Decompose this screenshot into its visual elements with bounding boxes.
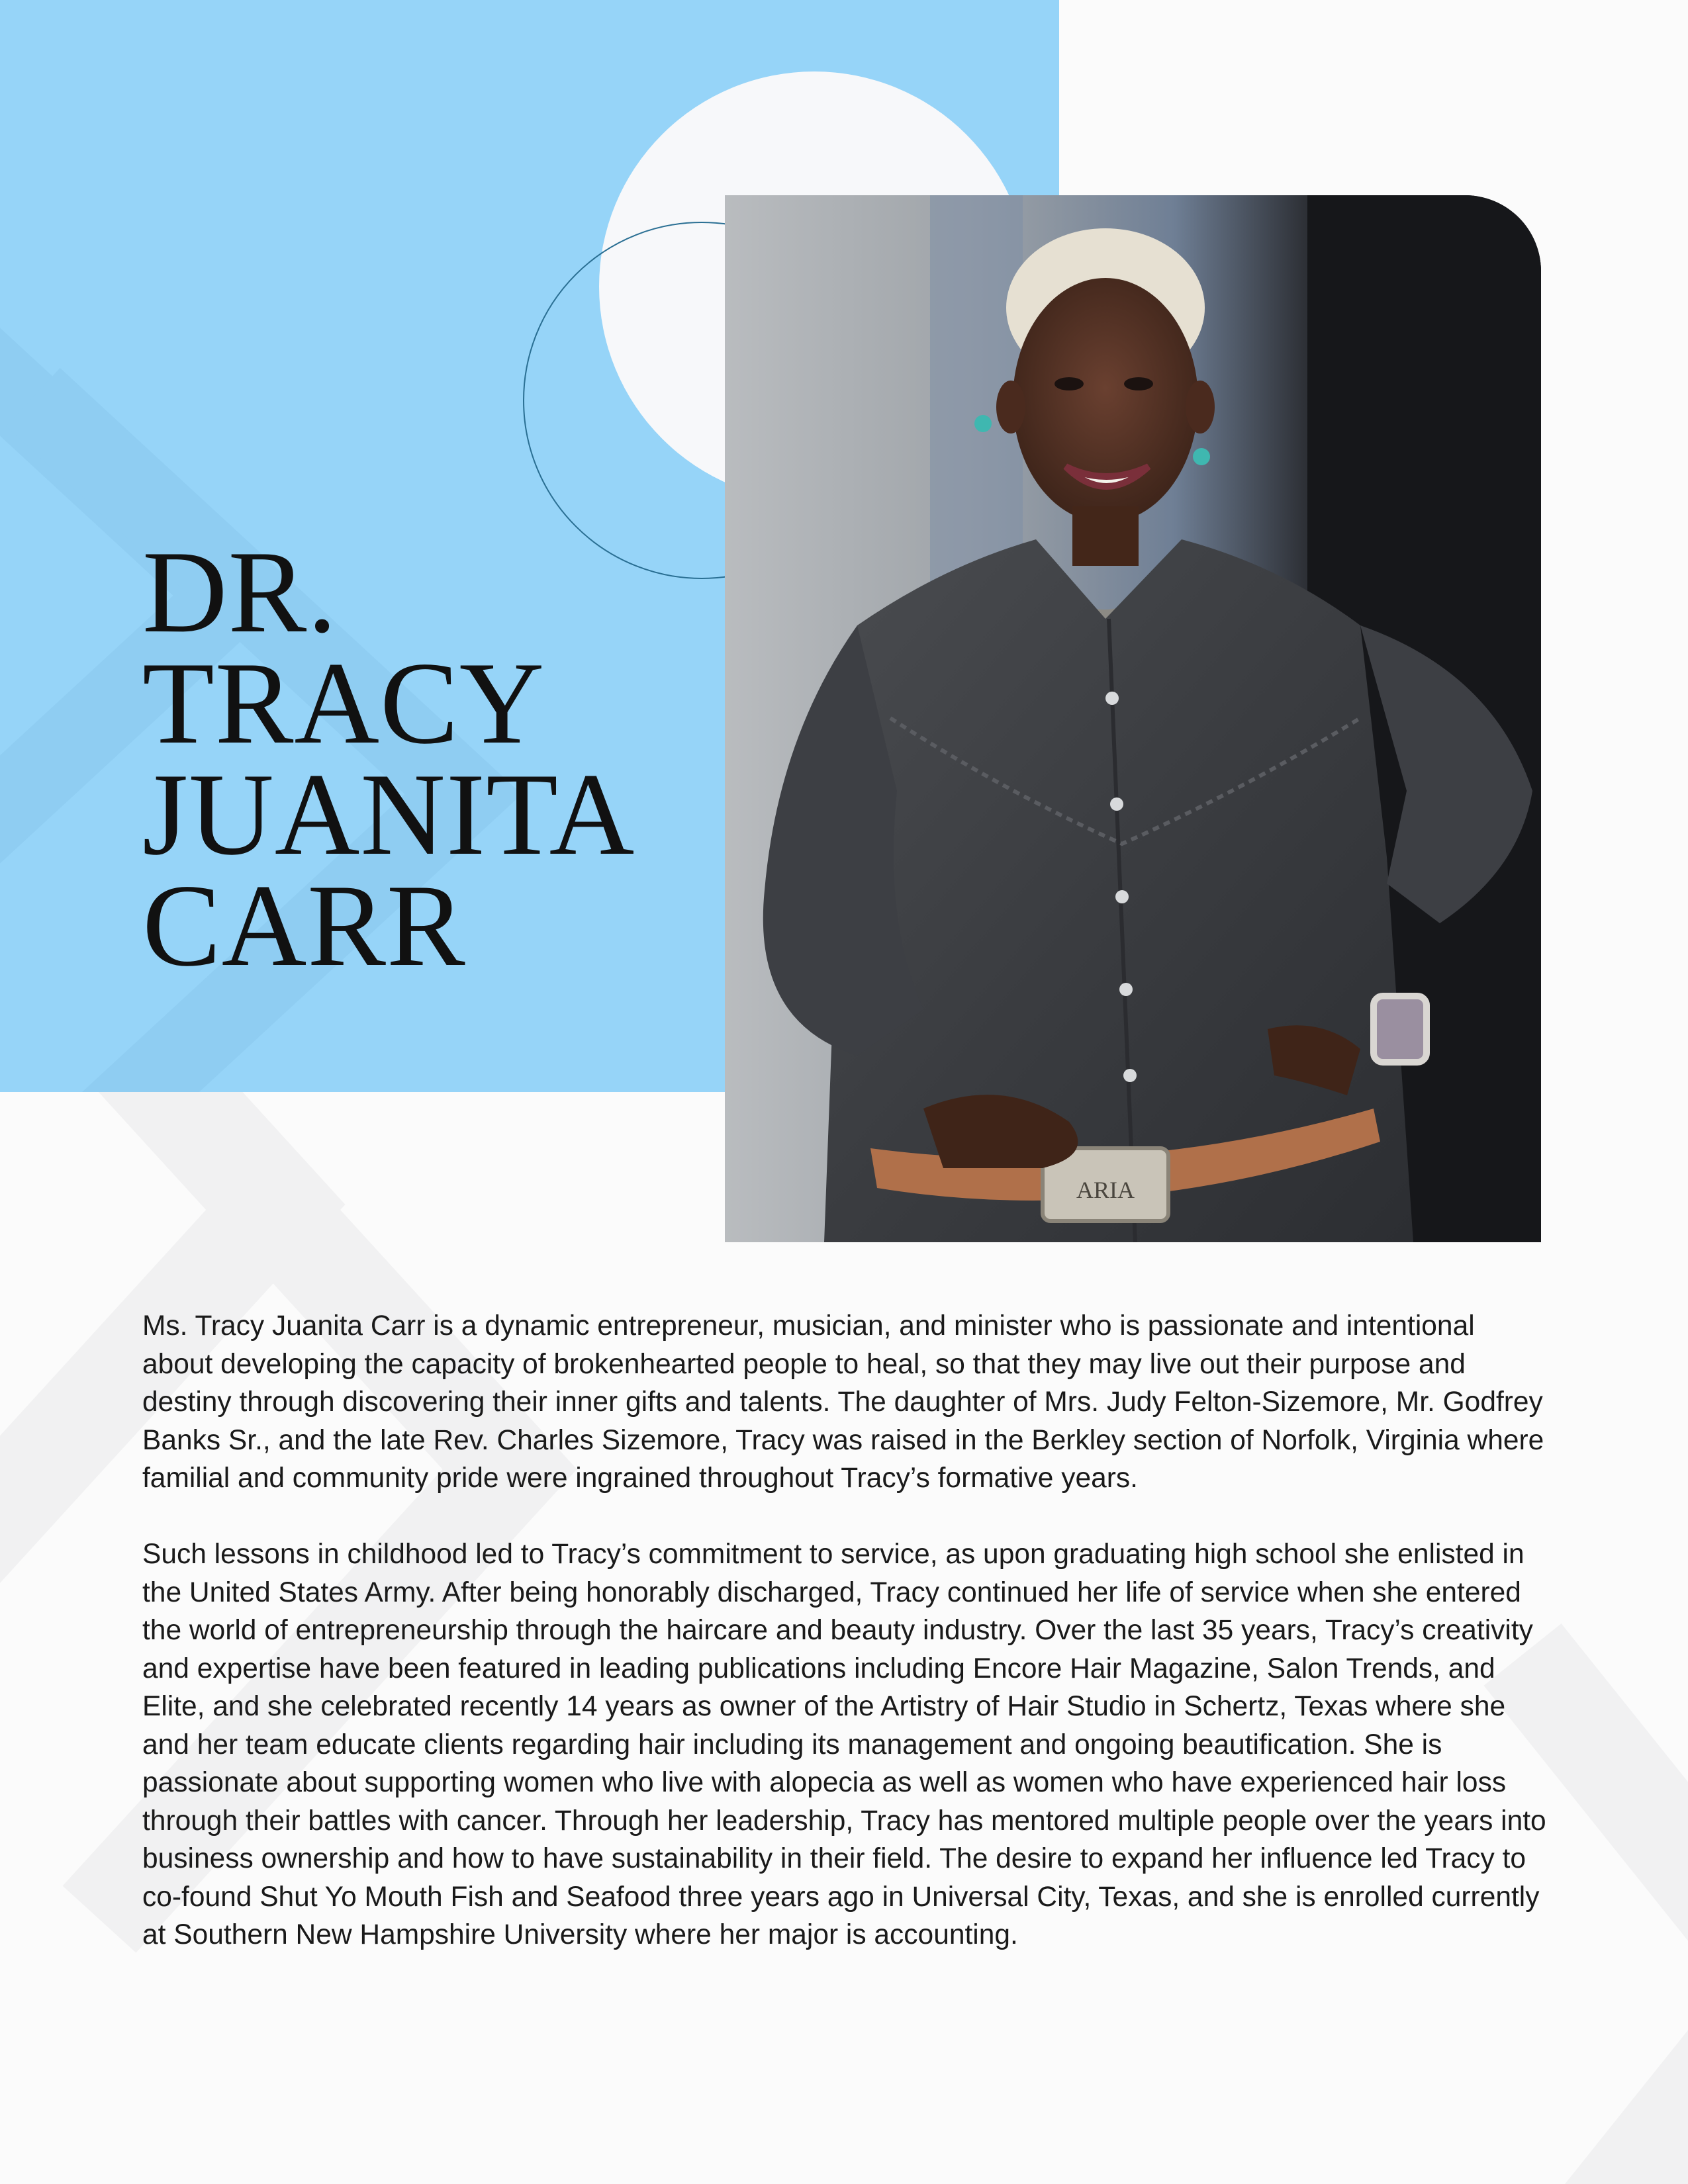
title-line-2: TRACY [142, 637, 545, 768]
title-line-3: JUANITA [142, 749, 635, 880]
bio-paragraph-2: Such lessons in childhood led to Tracy’s commitment to service, as upon graduating high school she enlisted in the United States Army. After being honorably discharged, Tracy continued her life of service when she entered the world of entrepreneurship through the haircare and beauty industry. Over the last 35 years, Tracy’s creativity and expertise have been featured in leading publications including Encore Hair Magazine, Salon Trends, and Elite, and she celebrated recently 14 years as owner of the Artistry of Hair Studio in Schertz, Texas where she and her team educate clients regarding hair including its management and ongoing beautification. She is passionate about supporting women who live with alopecia as well as women who have experienced hair loss through their battles with cancer. Through her leadership, Tracy has mentored multiple people over the years into business ownership and how to have sustainability in their field. The desire to expand her influence led Tracy to co-found Shut Yo Mouth Fish and Seafood three years ago in Universal City, Texas, and she is enrolled currently at Southern New Hampshire University where her major is accounting. [142, 1539, 1546, 1950]
title-line-1: DR. [142, 526, 338, 657]
belt-buckle-text: ARIA [1076, 1177, 1135, 1203]
person-name-title [142, 526, 635, 991]
biography-text [142, 1307, 1552, 1954]
bio-paragraph-1: Ms. Tracy Juanita Carr is a dynamic entrepreneur, musician, and minister who is passionate and intentional about developing the capacity of brokenhearted people to heal, so that they may live out their purpose and destiny through discovering their inner gifts and talents. The daughter of Mrs. Judy Felton-Sizemore, Mr. Godfrey Banks Sr., and the late Rev. Charles Sizemore, Tracy was raised in the Berkley section of Norfolk, Virginia where familial and community pride were ingrained throughout Tracy’s formative years. [142, 1310, 1544, 1494]
portrait-photo [725, 195, 1541, 1242]
title-line-4: CARR [142, 860, 466, 991]
